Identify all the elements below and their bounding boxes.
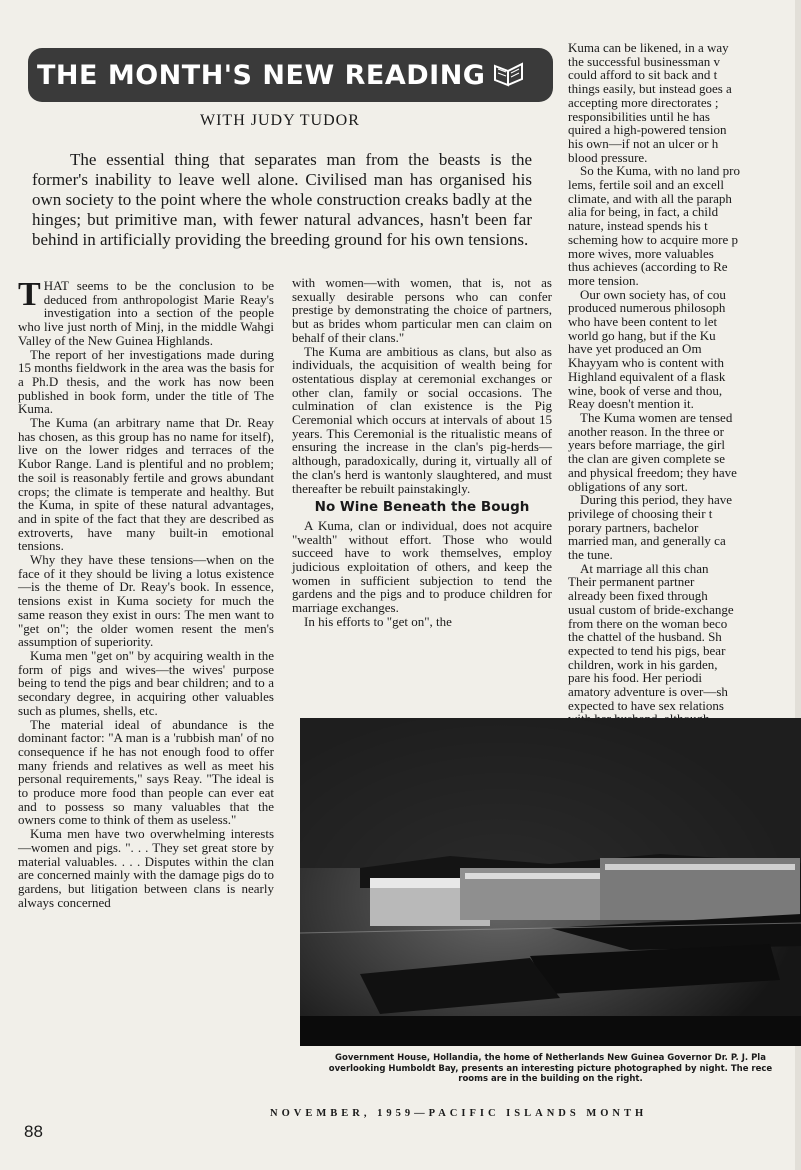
paragraph: The Kuma are ambitious as clans, but also as individuals, the acquisition of wealth being for ostentatious display at ceremonial exchanges or other clan, family or social occasions. The culmination of clan existence is the Pig Ceremonial which occurs at intervals of about 15 years. This Ceremonial is the ritualistic means of ensuring the increase in the clan's pig-herds—although, paradoxically, during it, virtually all of the clan's herd is wantonly slaughtered, and must thereafter be rebuilt painstakingly. xyxy=(292,343,552,496)
running-footer: NOVEMBER, 1959—PACIFIC ISLANDS MONTH xyxy=(270,1108,648,1119)
text-line: pare his food. Her periodi xyxy=(568,670,702,686)
text-line: Highland equivalent of a flask xyxy=(568,368,726,384)
text-line: from there on the woman beco xyxy=(568,615,728,631)
text-line: scheming how to acquire more p xyxy=(568,231,739,247)
paragraph: with women—with women, that is, not as sexually desirable persons who can confer prestige by demonstrating the choice of partners, but as brides whom particular men can claim on behalf of their clans." xyxy=(292,275,552,345)
text-line: responsibilities until he has xyxy=(568,108,710,124)
text-line: the tune. xyxy=(568,547,613,563)
text-line: Reay doesn't mention it. xyxy=(568,396,694,412)
caption-line: Government House, Hollandia, the home of Netherlands New Guinea Governor Dr. P. J. Pla xyxy=(335,1053,766,1063)
text-line: At marriage all this chan xyxy=(580,560,709,576)
lede-paragraph: The essential thing that separates man from the beasts is the former's inability to leave well alone. Civilised man has organised his own society to the point where the whole construction creaks badly at the hinges; but primitive man, with fewer natural advances, hasn't been far behind in artificially providing the breeding ground for his own tensions. xyxy=(32,150,532,249)
text-line: the chattel of the husband. Sh xyxy=(568,629,722,645)
text-line: and physical freedom; they have xyxy=(568,464,737,480)
text-line: The Kuma women are tensed xyxy=(580,409,733,425)
paragraph: THAT seems to be the conclusion to be deduced from anthropologist Marie Reay's investigation into a section of the people who live just north of Minj, in the middle Wahgi Valley of the New Guinea Highlands. xyxy=(18,276,274,348)
paragraph: A Kuma, clan or individual, does not acquire "wealth" without effort. Those who would succeed have to work themselves, employ judicious exploitation of others, and keep the women in sufficient subjection to tend the gardens and the pigs and to produce children for marriage exchanges. xyxy=(292,517,552,616)
page-number: 88 xyxy=(24,1122,43,1141)
text-line: nature, instead spends his t xyxy=(568,218,708,234)
text-line: children, work in his garden, xyxy=(568,656,718,672)
text-line: things easily, but instead goes a xyxy=(568,81,732,97)
text-line: wine, book of verse and thou, xyxy=(568,382,723,398)
text-line: quired a high-powered tension xyxy=(568,122,727,138)
caption-line: rooms are in the building on the right. xyxy=(458,1074,643,1084)
night-photo-government-house xyxy=(300,718,801,1046)
paragraph: Kuma men "get on" by acquiring wealth in the form of pigs and wives—the wives' purpose being to tend the pigs and bear children; and to a secondary degree, in acquiring other valuables such as plumes, shells, etc. xyxy=(18,647,274,718)
text-line: amatory adventure is over—sh xyxy=(568,684,728,700)
text-line: obligations of any sort. xyxy=(568,478,688,494)
subheading: No Wine Beneath the Bough xyxy=(314,499,530,516)
paragraph: The Kuma (an arbitrary name that Dr. Reay has chosen, as this group has no name for itself), live on the lower ridges and terraces of the Kubor Range. Land is plentiful and no problem; the soil is reasonably fertile and grows abundant crops; the climate is temperate and healthy. But the Kuma, in spite of these natural advantages, and in spite of the fact that they are described as extroverts, have many built-in emotional tensions. xyxy=(18,415,274,554)
byline: WITH JUDY TUDOR xyxy=(200,112,360,129)
text-line: privilege of choosing their t xyxy=(568,505,713,521)
drop-cap: T xyxy=(18,276,41,313)
text-line: have yet produced an Om xyxy=(568,341,702,357)
open-book-icon xyxy=(491,58,527,93)
text-line: During this period, they have xyxy=(580,492,732,508)
section-banner xyxy=(28,48,553,102)
text-line: blood pressure. xyxy=(568,149,648,165)
text-line: Their permanent partner xyxy=(568,574,695,590)
text-line: another reason. In the three or xyxy=(568,423,724,439)
text-line: Our own society has, of cou xyxy=(580,286,726,302)
text-line: the successful businessman v xyxy=(568,53,721,69)
text-line: married man, and generally ca xyxy=(568,533,726,549)
text-line: usual custom of bride-exchange xyxy=(568,601,734,617)
text-line: expected to have sex relations xyxy=(568,697,724,713)
text-line: So the Kuma, with no land pro xyxy=(580,163,740,179)
text-line: accepting more directorates ; xyxy=(568,94,719,110)
text-line: more wives, more valuables xyxy=(568,245,714,261)
text-line: produced numerous philosoph xyxy=(568,300,726,316)
text-line: Khayyam who is content with xyxy=(568,355,724,371)
paragraph: In his efforts to "get on", the xyxy=(304,613,452,629)
text-line: world go hang, but if the Ku xyxy=(568,327,716,343)
text-line: alia for being, in fact, a child xyxy=(568,204,719,220)
paragraph: Kuma men have two overwhelming interests—women and pigs. ". . . They set great store by material valuables. . . . Disputes within the clan are concerned mainly with the damage pigs do to gardens, but litigation between clans is nearly always concerned xyxy=(18,826,274,910)
text-line: porary partners, bachelor xyxy=(568,519,699,535)
section-title: THE MONTH'S NEW READING xyxy=(37,59,486,91)
text-line: thus achieves (according to Re xyxy=(568,259,728,275)
article-column-3 xyxy=(568,41,801,726)
paragraph: The report of her investigations made during 15 months fieldwork in the area was the basis for a Ph.D thesis, and the work has now been published in book form, under the title of The Kuma. xyxy=(18,346,274,417)
text-line: who have been content to let xyxy=(568,314,718,330)
text-line: his own—if not an ulcer or h xyxy=(568,135,719,151)
text-line: lems, fertile soil and an excell xyxy=(568,177,724,193)
article-column-1 xyxy=(18,276,274,910)
caption-line: overlooking Humboldt Bay, presents an interesting picture photographed by night. The rece xyxy=(328,1063,773,1074)
paragraph: Why they have these tensions—when on the face of it they should be living a lotus existence—is the theme of Dr. Reay's book. In essence, tensions exist in Kuma society for much the same reason they exist in ours: The men want to "get on"; the older women resent the men's assumption of superiority. xyxy=(18,552,274,650)
text-line: climate, and with all the paraph xyxy=(568,190,732,206)
text-line: more tension. xyxy=(568,272,639,288)
paragraph: The material ideal of abundance is the dominant factor: "A man is a 'rubbish man' of no consequence if he has not enough food to offer many friends and relatives as well as meet his personal requirements," says Reay. "The ideal is to produce more food than people can ever eat and to possess so many valuables that the owners come to think of them as useless." xyxy=(18,716,274,828)
text-line: could afford to sit back and t xyxy=(568,67,718,83)
text-line: expected to tend his pigs, bear xyxy=(568,642,726,658)
text-line: years before marriage, the girl xyxy=(568,437,726,453)
article-column-2 xyxy=(292,276,552,629)
photo-caption xyxy=(300,1053,801,1085)
text-line: already been fixed through xyxy=(568,588,708,604)
text-line: the clan are given complete se xyxy=(568,451,726,467)
text-line: Kuma can be likened, in a way xyxy=(568,41,729,55)
